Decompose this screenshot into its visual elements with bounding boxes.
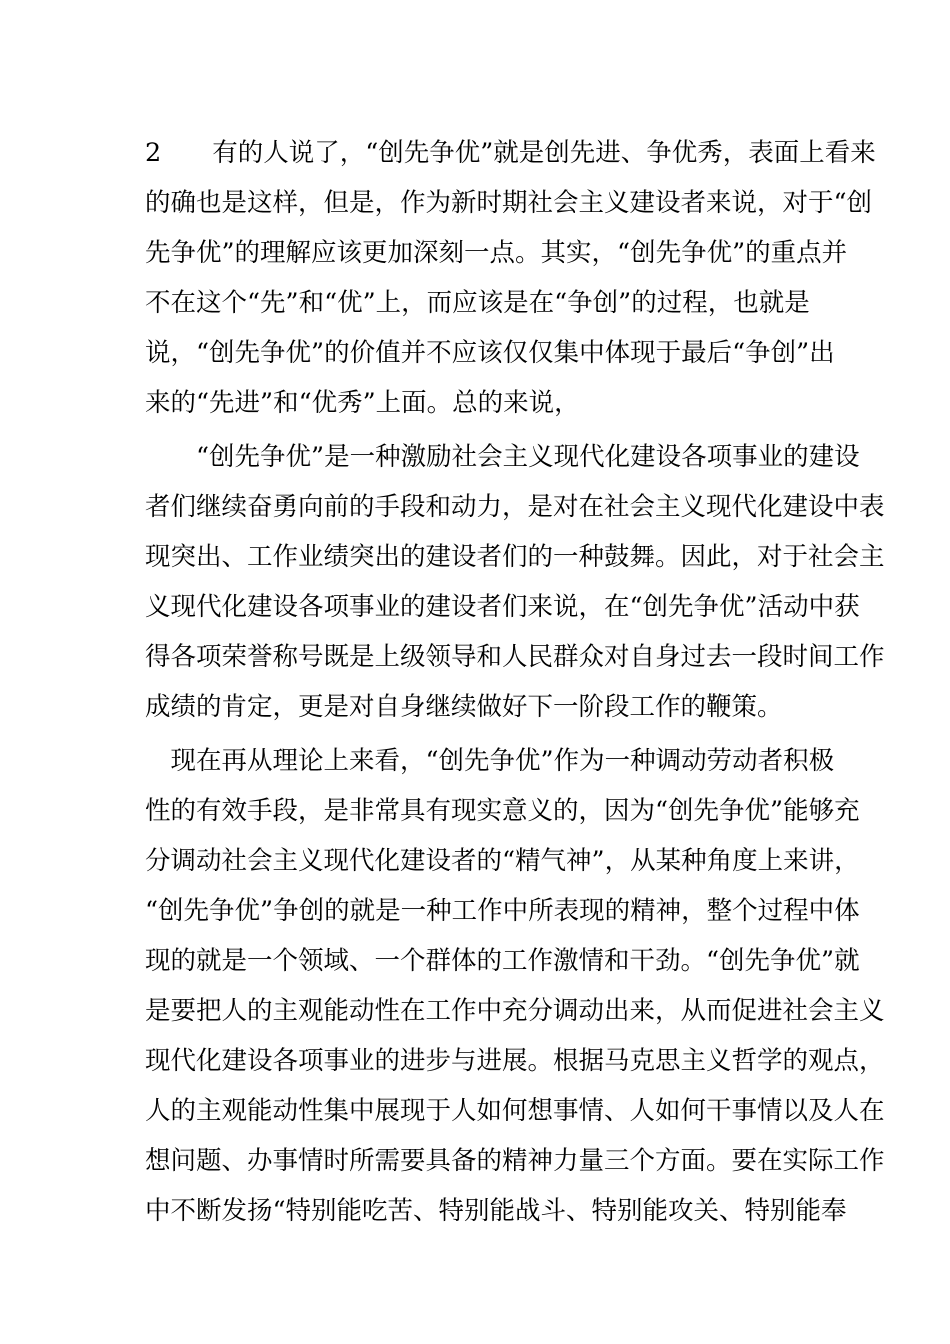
text-line: “创先争优”争创的就是一种工作中所表现的精神，整个过程中体: [145, 896, 860, 926]
text-line: 现突出、工作业绩突出的建设者们的一种鼓舞。因此，对于社会主: [145, 542, 885, 572]
text-line: 说，“创先争优”的价值并不应该仅仅集中体现于最后“争创”出: [145, 338, 835, 368]
text-line: 现的就是一个领域、一个群体的工作激情和干劲。“创先争优”就: [145, 946, 860, 976]
text-line: 现在再从理论上来看，“创先争优”作为一种调动劳动者积极: [145, 746, 835, 776]
text-line: 人的主观能动性集中展现于人如何想事情、人如何干事情以及人在: [145, 1096, 885, 1126]
text-line: 义现代化建设各项事业的建设者们来说，在“创先争优”活动中获: [145, 592, 860, 622]
text-line: 中不断发扬“特别能吃苦、特别能战斗、特别能攻关、特别能奉: [145, 1196, 847, 1226]
text-line: 想问题、办事情时所需要具备的精神力量三个方面。要在实际工作: [145, 1146, 885, 1176]
paragraph-2: [145, 432, 885, 732]
body-text: [145, 128, 885, 1236]
text-line: 得各项荣誉称号既是上级领导和人民群众对自身过去一段时间工作: [145, 642, 885, 672]
text-line: “创先争优”是一种激励社会主义现代化建设各项事业的建设: [145, 442, 860, 472]
text-line: 成绩的肯定，更是对自身继续做好下一阶段工作的鞭策。: [145, 692, 783, 722]
text-line: 的确也是这样，但是，作为新时期社会主义建设者来说，对于“创: [145, 188, 873, 218]
text-line: 来的“先进”和“优秀”上面。总的来说，: [145, 388, 580, 418]
text-line: 分调动社会主义现代化建设者的“精气神”，从某种角度上来讲，: [145, 846, 860, 876]
text-line: 性的有效手段，是非常具有现实意义的，因为“创先争优”能够充: [145, 796, 860, 826]
text-line: 现代化建设各项事业的进步与进展。根据马克思主义哲学的观点，: [145, 1046, 885, 1076]
text-line: 者们继续奋勇向前的手段和动力，是对在社会主义现代化建设中表: [145, 492, 885, 522]
text-line: 2 有的人说了，“创先争优”就是创先进、争优秀，表面上看来: [145, 138, 876, 168]
paragraph-1: [145, 128, 876, 428]
paragraph-3: [145, 736, 885, 1236]
text-line: 不在这个“先”和“优”上，而应该是在“争创”的过程，也就是: [145, 288, 810, 318]
text-line: 是要把人的主观能动性在工作中充分调动出来，从而促进社会主义: [145, 996, 885, 1026]
text-line: 先争优”的理解应该更加深刻一点。其实，“创先争优”的重点并: [145, 238, 848, 268]
